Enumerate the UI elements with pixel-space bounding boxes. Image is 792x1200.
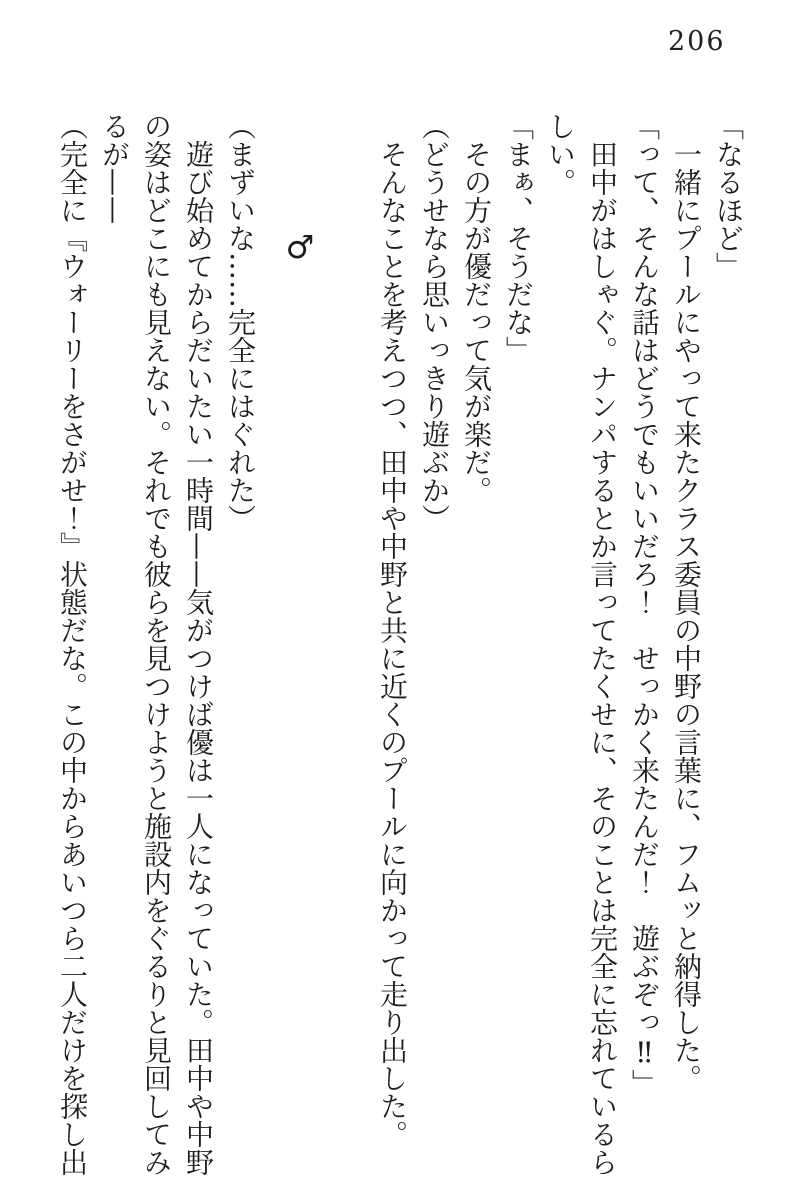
text-line: るが—— <box>98 112 131 224</box>
text-line: そんなことを考えつつ、田中や中野と共に近くのプールに向かって走り出した。 <box>376 140 409 1148</box>
text-line: 一緒にプールにやって来たクラス委員の中野の言葉に、フムッと納得した。 <box>670 140 703 1092</box>
text-line: 田中がはしゃぐ。ナンパするとか言ってたくせに、そのことは完全に忘れているら <box>586 140 619 1176</box>
text-line: 「なるほど」 <box>712 112 745 280</box>
text-line: 遊び始めてからだいたい一時間——気がつけば優は一人になっていた。田中や中野 <box>182 140 215 1176</box>
text-line: （どうせなら思いっきり遊ぶか） <box>418 112 451 532</box>
text-line: その方が優だって気が楽だ。 <box>460 140 493 504</box>
page-number: 206 <box>668 26 726 57</box>
text-line: の姿はどこにも見えない。それでも彼らを見つけようと施設内をぐるりと見回してみ <box>140 112 173 1176</box>
text-line: 「って、そんな話はどうでもいいだろ！ せっかく来たんだ！ 遊ぶぞっ‼」 <box>628 112 661 1097</box>
text-columns <box>43 112 749 1196</box>
text-line: 「まぁ、そうだな」 <box>502 112 535 364</box>
male-symbol-icon: ♂ <box>281 228 319 266</box>
section-divider <box>279 112 321 1196</box>
text-line: （完全に『ウォーリーをさがせ！』状態だな。この中からあいつら二人だけを探し出 <box>56 112 89 1176</box>
text-line: しい。 <box>544 112 577 196</box>
text-line: （まずいな……完全にはぐれた） <box>224 112 257 532</box>
